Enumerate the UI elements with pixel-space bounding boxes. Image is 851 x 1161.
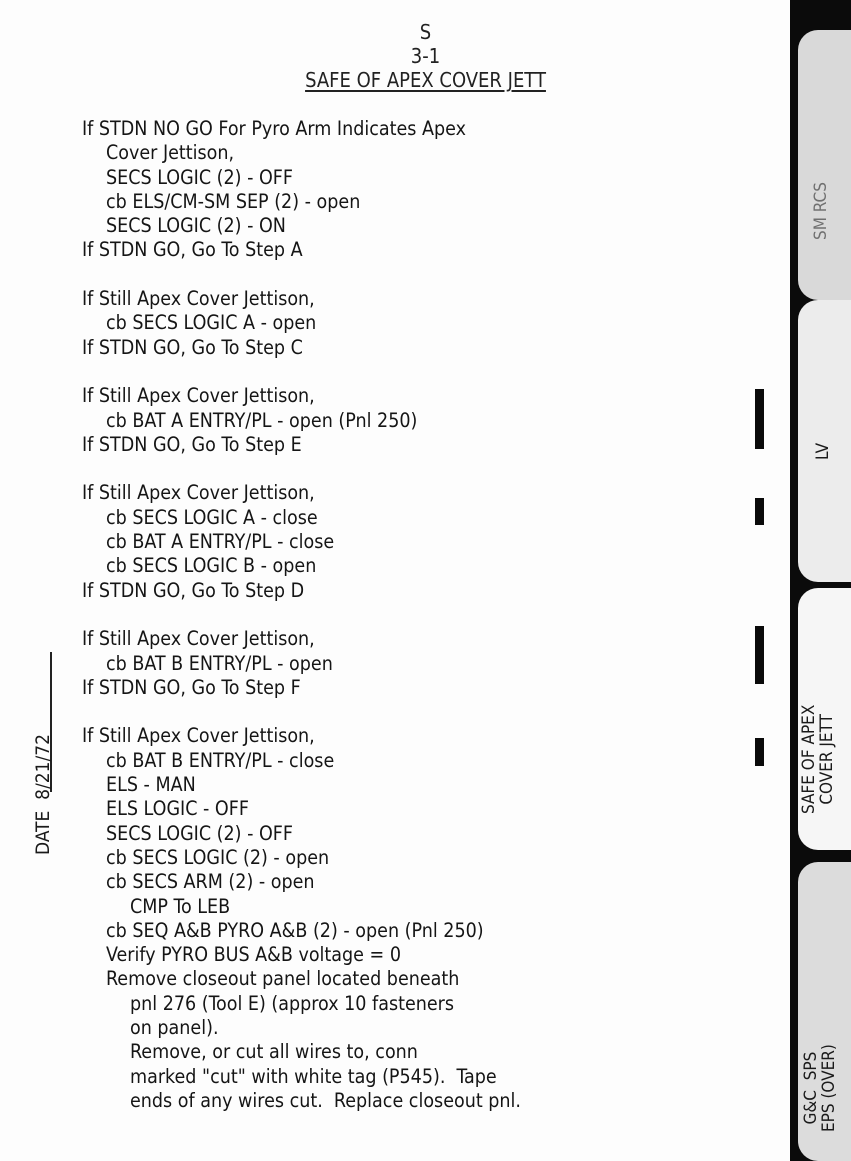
procedure-line: If Still Apex Cover Jettison, (82, 384, 315, 408)
page-number: 3-1 (410, 44, 441, 68)
blank-line (82, 457, 722, 481)
procedure-line: cb BAT A ENTRY/PL - open (Pnl 250) (106, 408, 418, 432)
procedure-line: cb SEQ A&B PYRO A&B (2) - open (Pnl 250) (106, 918, 484, 942)
tab-sm-rcs[interactable] (798, 30, 851, 300)
procedure-line: If Still Apex Cover Jettison, (82, 287, 315, 311)
procedure-line: Verify PYRO BUS A&B voltage = 0 (106, 943, 401, 967)
procedure-line: ELS - MAN (106, 773, 196, 797)
procedure-line: If Still Apex Cover Jettison, (82, 481, 315, 505)
date-stamp: DATE 8/21/72 (32, 733, 54, 855)
change-bar (755, 626, 764, 684)
procedure-line: ends of any wires cut. Replace closeout pnl. (130, 1088, 521, 1112)
blank-line (82, 603, 722, 627)
procedure-line: cb ELS/CM-SM SEP (2) - open (106, 189, 361, 213)
tab-gc-sps-eps[interactable] (798, 862, 851, 1161)
procedure-line: If STDN GO, Go To Step E (82, 432, 302, 456)
procedure-line: marked "cut" with white tag (P545). Tape (130, 1064, 497, 1088)
change-bar (755, 389, 764, 449)
procedure-line: cb SECS LOGIC (2) - open (106, 845, 330, 869)
procedure-line: Cover Jettison, (106, 141, 235, 165)
tab-label: SAFE OF APEX COVER JETT (799, 704, 837, 814)
procedure-line: SECS LOGIC (2) - OFF (106, 821, 293, 845)
change-bar (755, 498, 764, 525)
procedure-line: pnl 276 (Tool E) (approx 10 fasteners (130, 991, 455, 1015)
procedure-steps (82, 117, 722, 1113)
procedure-line: cb SECS LOGIC A - close (106, 505, 318, 529)
procedure-line: If STDN GO, Go To Step C (82, 335, 303, 359)
procedure-line: Remove closeout panel located beneath (106, 967, 460, 991)
tab-label: LV (813, 442, 833, 460)
page-title-text: SAFE OF APEX COVER JETT (305, 68, 546, 92)
procedure-line: If STDN GO, Go To Step D (82, 578, 305, 602)
procedure-line: ELS LOGIC - OFF (106, 797, 249, 821)
procedure-line: If Still Apex Cover Jettison, (82, 724, 315, 748)
procedure-line: cb BAT A ENTRY/PL - close (106, 530, 335, 554)
procedure-line: cb SECS ARM (2) - open (106, 870, 315, 894)
procedure-line: SECS LOGIC (2) - ON (106, 214, 286, 238)
procedure-line: cb BAT B ENTRY/PL - open (106, 651, 333, 675)
tab-label: G&C SPS EPS (OVER) (801, 1044, 839, 1132)
tab-lv[interactable] (798, 300, 851, 582)
page-title (0, 68, 851, 92)
procedure-line: cb BAT B ENTRY/PL - close (106, 748, 335, 772)
procedure-line: If STDN GO, Go To Step A (82, 238, 303, 262)
procedure-line: If Still Apex Cover Jettison, (82, 627, 315, 651)
tab-safe-of-apex[interactable] (798, 588, 851, 850)
procedure-line: If STDN NO GO For Pyro Arm Indicates Apex (82, 117, 466, 140)
blank-line (82, 700, 722, 724)
procedure-line: Remove, or cut all wires to, conn (130, 1040, 418, 1064)
blank-line (82, 263, 722, 287)
procedure-line: on panel). (130, 1015, 219, 1039)
change-bar (755, 738, 764, 766)
tab-label: SM RCS (811, 182, 831, 240)
section-letter: S (419, 20, 432, 44)
blank-line (82, 360, 722, 384)
procedure-line: If STDN GO, Go To Step F (82, 675, 301, 699)
procedure-line: cb SECS LOGIC A - open (106, 311, 317, 335)
procedure-line: cb SECS LOGIC B - open (106, 554, 317, 578)
procedure-line: SECS LOGIC (2) - OFF (106, 165, 293, 189)
procedure-line: CMP To LEB (130, 894, 231, 918)
